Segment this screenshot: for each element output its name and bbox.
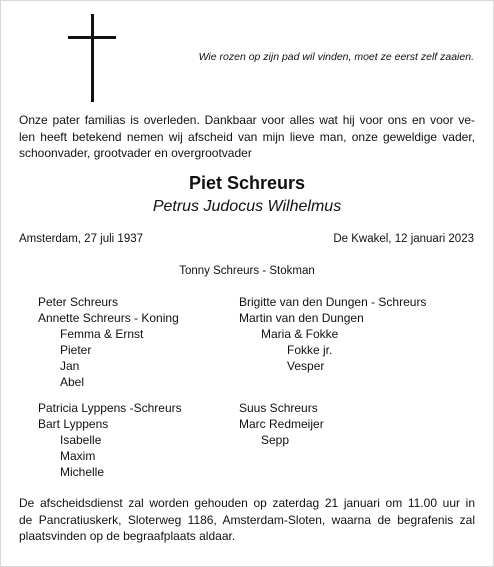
family-member: Isabelle — [60, 433, 102, 447]
intro-text — [19, 112, 475, 162]
birth-place-date: Amsterdam, 27 juli 1937 — [19, 233, 144, 245]
deceased-name: Piet Schreurs — [188, 173, 306, 193]
family-member: Maxim — [60, 449, 96, 463]
service-line: De afscheidsdienst zal worden gehouden op zaterdag 21 januari om 11.00 uur in — [19, 496, 475, 510]
family-group-left-top — [38, 294, 179, 390]
family-member: Bart Lyppens — [38, 417, 109, 431]
family-member: Brigitte van den Dungen - Schreurs — [239, 295, 427, 309]
deceased-full-name: Petrus Judocus Wilhelmus — [152, 198, 342, 215]
family-member: Femma & Ernst — [60, 327, 144, 341]
family-member: Pieter — [60, 343, 92, 357]
spouse-name: Tonny Schreurs - Stokman — [179, 265, 315, 277]
service-line: plaatsvinden op de begraafplaats aldaar. — [19, 529, 236, 543]
service-line: de Pancratiuskerk, Sloterweg 1186, Amsterdam-Sloten, waarna de begrafenis zal — [19, 512, 475, 527]
family-member: Abel — [60, 375, 85, 389]
family-member: Martin van den Dungen — [239, 311, 364, 325]
cross-horizontal-bar — [68, 36, 116, 39]
family-group-right-bottom — [239, 400, 324, 448]
service-details — [19, 495, 475, 545]
family-member: Patricia Lyppens -Schreurs — [38, 401, 182, 415]
family-member: Sepp — [261, 433, 290, 447]
family-member: Maria & Fokke — [261, 327, 339, 341]
family-member: Annette Schreurs - Koning — [38, 311, 179, 325]
family-group-left-bottom — [38, 400, 182, 480]
family-group-right-top — [239, 294, 426, 374]
cross-vertical-bar — [91, 14, 94, 102]
death-place-date: De Kwakel, 12 januari 2023 — [333, 233, 474, 245]
family-member: Fokke jr. — [287, 343, 333, 357]
family-member: Jan — [60, 359, 80, 373]
family-member: Suus Schreurs — [239, 401, 318, 415]
family-member: Peter Schreurs — [38, 295, 119, 309]
family-member: Vesper — [287, 359, 325, 373]
family-member: Michelle — [60, 465, 105, 479]
intro-line: Onze pater familias is overleden. Dankbaar voor alles wat hij voor ons en voor ve- — [19, 113, 475, 127]
intro-line: len heeft betekend nemen wij afscheid van mijn lieve man, onze geweldige vader, — [19, 129, 475, 144]
motto-quote: Wie rozen op zijn pad wil vinden, moet ze eerst zelf zaaien. — [198, 51, 474, 63]
intro-line: schoonvader, grootvader en overgrootvader — [19, 146, 252, 160]
family-member: Marc Redmeijer — [239, 417, 324, 431]
